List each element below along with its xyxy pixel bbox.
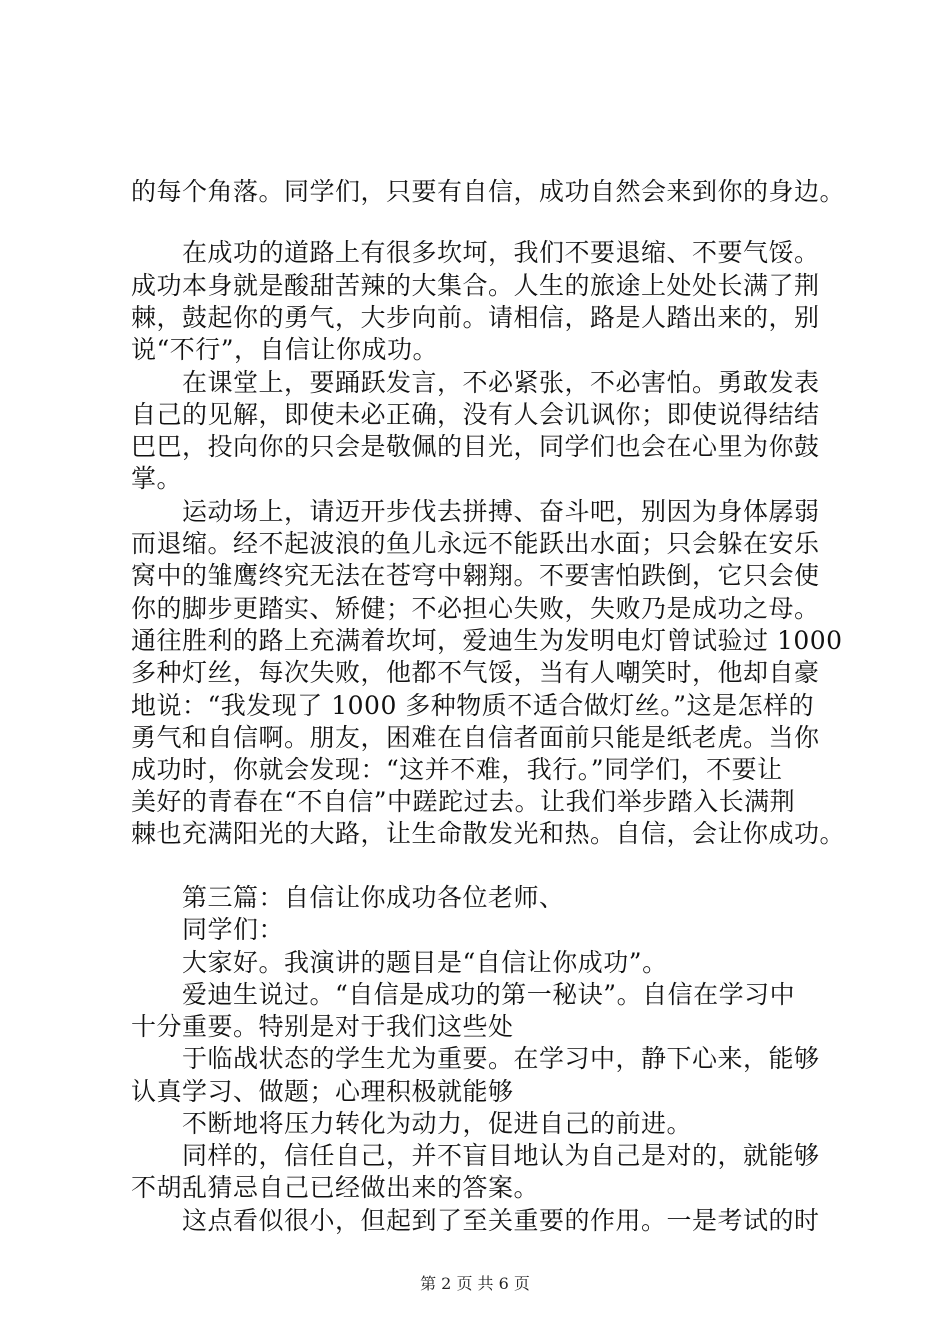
- text-line: 棘也充满阳光的大路，让生命散发光和热。自信，会让你成功。: [131, 819, 846, 848]
- text-line: 你的脚步更踏实、矫健；不必担心失败，失败乃是成功之母。: [131, 594, 820, 623]
- text-line: 而退缩。经不起波浪的鱼儿永远不能跃出水面；只会躲在安乐: [131, 529, 820, 558]
- text-line: 认真学习、做题；心理积极就能够: [131, 1077, 514, 1106]
- text-line: 于临战状态的学生尤为重要。在学习中，静下心来，能够: [182, 1044, 820, 1073]
- text-line: 掌。: [131, 464, 183, 493]
- text-line: 这点看似很小，但起到了至关重要的作用。一是考试的时: [182, 1206, 820, 1235]
- text-line: 多种灯丝，每次失败，他都不气馁，当有人嘲笑时，他却自豪: [131, 658, 820, 687]
- section-heading: 第三篇：自信让你成功各位老师、: [182, 883, 565, 912]
- text-line: 十分重要。特别是对于我们这些处: [131, 1012, 514, 1041]
- text-line: 运动场上，请迈开步伐去拼搏、奋斗吧，别因为身体孱弱: [182, 497, 820, 526]
- text-line: 棘，鼓起你的勇气，大步向前。请相信，路是人踏出来的，别: [131, 303, 820, 332]
- text-line: 说“不行”，自信让你成功。: [131, 335, 439, 364]
- text-line: 不断地将压力转化为动力，促进自己的前进。: [182, 1109, 693, 1138]
- text-line: 地说：“我发现了 1000 多种物质不适合做灯丝。”这是怎样的: [131, 691, 815, 720]
- text-line: 勇气和自信啊。朋友，困难在自信者面前只能是纸老虎。当你: [131, 723, 820, 752]
- text-line: 成功本身就是酸甜苦辣的大集合。人生的旅途上处处长满了荆: [131, 271, 820, 300]
- text-line: 爱迪生说过。“自信是成功的第一秘诀”。自信在学习中: [182, 980, 796, 1009]
- text-line: 同学们：: [182, 915, 285, 944]
- text-line: 在成功的道路上有很多坎坷，我们不要退缩、不要气馁。: [182, 238, 820, 267]
- text-line: 大家好。我演讲的题目是“自信让你成功”。: [182, 948, 668, 977]
- page-footer: 第 2 页 共 6 页: [420, 1274, 530, 1293]
- text-line: 同样的，信任自己，并不盲目地认为自己是对的，就能够: [182, 1141, 820, 1170]
- text-line: 美好的青春在“不自信”中蹉跎过去。让我们举步踏入长满荆: [131, 787, 796, 816]
- text-line: 巴巴，投向你的只会是敬佩的目光，同学们也会在心里为你鼓: [131, 432, 820, 461]
- text-line: 成功时，你就会发现：“这并不难，我行。”同学们，不要让: [131, 755, 783, 784]
- text-line: 窝中的雏鹰终究无法在苍穹中翱翔。不要害怕跌倒，它只会使: [131, 561, 820, 590]
- text-line: 自己的见解，即使未必正确，没有人会讥讽你；即使说得结结: [131, 400, 820, 429]
- text-line: 通往胜利的路上充满着坎坷，爱迪生为发明电灯曾试验过 1000: [131, 626, 843, 655]
- text-line: 的每个角落。同学们，只要有自信，成功自然会来到你的身边。: [131, 177, 846, 206]
- text-line: 在课堂上，要踊跃发言，不必紧张，不必害怕。勇敢发表: [182, 368, 820, 397]
- text-line: 不胡乱猜忌自己已经做出来的答案。: [131, 1173, 540, 1202]
